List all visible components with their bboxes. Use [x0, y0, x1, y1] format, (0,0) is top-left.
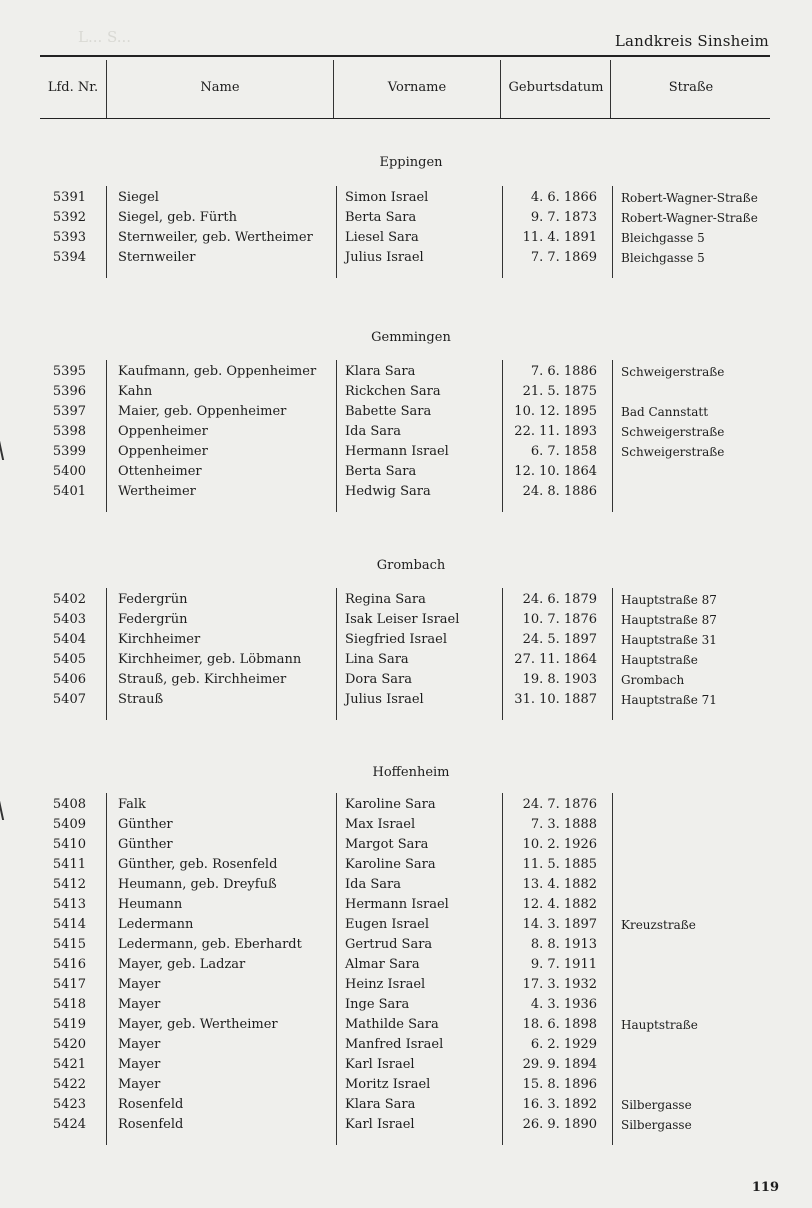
row-name: Günther: [118, 837, 173, 852]
row-vorname: Karoline Sara: [345, 797, 436, 812]
row-name: Wertheimer: [118, 484, 196, 499]
row-birthdate: 4. 6. 1866: [530, 190, 597, 205]
row-number: 5424: [52, 1117, 86, 1132]
row-number: 5423: [52, 1097, 86, 1112]
row-street: Hauptstraße 31: [621, 633, 717, 647]
row-birthdate: 24. 6. 1879: [522, 592, 597, 607]
row-number: 5394: [52, 250, 86, 265]
row-vorname: Berta Sara: [345, 464, 417, 479]
row-number: 5421: [52, 1057, 86, 1072]
row-birthdate: 17. 3. 1932: [522, 977, 597, 992]
row-birthdate: 24. 5. 1897: [522, 632, 597, 647]
row-name: Heumann, geb. Dreyfuß: [118, 877, 277, 892]
row-vorname: Gertrud Sara: [345, 937, 433, 952]
row-vorname: Almar Sara: [345, 957, 420, 972]
row-number: 5392: [52, 210, 86, 225]
row-name: Mayer: [118, 977, 161, 992]
row-vorname: Berta Sara: [345, 210, 417, 225]
row-street: Silbergasse: [621, 1098, 692, 1112]
row-number: 5411: [52, 857, 86, 872]
row-birthdate: 12. 10. 1864: [514, 464, 597, 479]
row-number: 5397: [52, 404, 86, 419]
row-birthdate: 21. 5. 1875: [522, 384, 597, 399]
row-birthdate: 9. 7. 1911: [530, 957, 597, 972]
row-name: Mayer: [118, 1057, 161, 1072]
column-header-vorname: Vorname: [387, 80, 447, 95]
row-name: Rosenfeld: [118, 1117, 184, 1132]
row-birthdate: 7. 7. 1869: [530, 250, 597, 265]
page-number: 119: [751, 1180, 779, 1195]
row-number: 5400: [52, 464, 86, 479]
column-divider: [336, 793, 337, 1145]
row-number: 5409: [52, 817, 86, 832]
row-number: 5418: [52, 997, 86, 1012]
row-name: Strauß: [118, 692, 164, 707]
row-number: 5393: [52, 230, 86, 245]
row-name: Mayer: [118, 1037, 161, 1052]
row-name: Sternweiler, geb. Wertheimer: [118, 230, 313, 245]
row-vorname: Karl Israel: [345, 1117, 415, 1132]
row-street: Bad Cannstatt: [621, 405, 709, 419]
row-birthdate: 15. 8. 1896: [522, 1077, 597, 1092]
column-header-name: Name: [200, 80, 240, 95]
row-vorname: Siegfried Israel: [345, 632, 448, 647]
section-title: Gemmingen: [371, 330, 451, 345]
row-birthdate: 24. 7. 1876: [522, 797, 597, 812]
column-divider: [336, 588, 337, 720]
row-name: Oppenheimer: [118, 444, 208, 459]
row-name: Sternweiler: [118, 250, 196, 265]
row-birthdate: 10. 12. 1895: [514, 404, 597, 419]
row-vorname: Hermann Israel: [345, 897, 449, 912]
row-street: Robert-Wagner-Straße: [621, 191, 758, 205]
row-vorname: Klara Sara: [345, 364, 416, 379]
header-divider: [106, 60, 107, 118]
row-name: Ottenheimer: [118, 464, 202, 479]
row-birthdate: 29. 9. 1894: [522, 1057, 597, 1072]
margin-mark: [0, 440, 10, 460]
row-number: 5399: [52, 444, 86, 459]
column-divider: [106, 793, 107, 1145]
row-street: Grombach: [621, 673, 685, 687]
row-birthdate: 14. 3. 1897: [522, 917, 597, 932]
column-divider: [336, 186, 337, 278]
column-divider: [612, 588, 613, 720]
row-name: Rosenfeld: [118, 1097, 184, 1112]
row-name: Federgrün: [118, 592, 188, 607]
column-divider: [106, 588, 107, 720]
row-vorname: Karl Israel: [345, 1057, 415, 1072]
row-number: 5417: [52, 977, 86, 992]
row-vorname: Heinz Israel: [345, 977, 426, 992]
row-number: 5416: [52, 957, 86, 972]
row-number: 5413: [52, 897, 86, 912]
row-birthdate: 11. 5. 1885: [522, 857, 597, 872]
row-vorname: Max Israel: [345, 817, 416, 832]
row-vorname: Inge Sara: [345, 997, 410, 1012]
row-birthdate: 19. 8. 1903: [522, 672, 597, 687]
row-street: Hauptstraße 87: [621, 593, 717, 607]
row-vorname: Rickchen Sara: [345, 384, 441, 399]
row-number: 5407: [52, 692, 86, 707]
row-number: 5414: [52, 917, 86, 932]
row-name: Heumann: [118, 897, 183, 912]
row-vorname: Hermann Israel: [345, 444, 449, 459]
row-street: Silbergasse: [621, 1118, 692, 1132]
row-vorname: Eugen Israel: [345, 917, 430, 932]
row-street: Hauptstraße: [621, 653, 698, 667]
row-birthdate: 27. 11. 1864: [514, 652, 597, 667]
column-divider: [106, 186, 107, 278]
row-vorname: Moritz Israel: [345, 1077, 431, 1092]
row-street: Schweigerstraße: [621, 425, 725, 439]
row-name: Federgrün: [118, 612, 188, 627]
row-vorname: Mathilde Sara: [345, 1017, 439, 1032]
row-name: Kirchheimer, geb. Löbmann: [118, 652, 302, 667]
section-title: Hoffenheim: [372, 765, 450, 780]
column-divider: [612, 793, 613, 1145]
row-birthdate: 6. 7. 1858: [530, 444, 597, 459]
section-title: Grombach: [376, 558, 446, 573]
row-street: Bleichgasse 5: [621, 231, 705, 245]
row-vorname: Klara Sara: [345, 1097, 416, 1112]
row-number: 5420: [52, 1037, 86, 1052]
row-vorname: Dora Sara: [345, 672, 412, 687]
row-number: 5398: [52, 424, 86, 439]
row-street: Schweigerstraße: [621, 365, 725, 379]
row-birthdate: 26. 9. 1890: [522, 1117, 597, 1132]
row-birthdate: 9. 7. 1873: [530, 210, 597, 225]
column-divider: [612, 186, 613, 278]
row-name: Oppenheimer: [118, 424, 208, 439]
row-number: 5403: [52, 612, 86, 627]
row-vorname: Manfred Israel: [345, 1037, 444, 1052]
row-vorname: Julius Israel: [345, 692, 424, 707]
row-vorname: Babette Sara: [345, 404, 432, 419]
header-divider: [333, 60, 334, 118]
row-name: Mayer: [118, 997, 161, 1012]
running-head: Landkreis Sinsheim: [614, 32, 769, 50]
row-birthdate: 12. 4. 1882: [522, 897, 597, 912]
row-number: 5412: [52, 877, 86, 892]
row-street: Schweigerstraße: [621, 445, 725, 459]
row-name: Kirchheimer: [118, 632, 201, 647]
row-street: Hauptstraße: [621, 1018, 698, 1032]
column-divider: [336, 360, 337, 512]
row-birthdate: 10. 7. 1876: [522, 612, 597, 627]
margin-mark: [0, 800, 10, 820]
row-birthdate: 24. 8. 1886: [522, 484, 597, 499]
column-header-geburtsdatum: Geburtsdatum: [508, 80, 604, 95]
section-title: Eppingen: [379, 155, 443, 170]
row-name: Ledermann: [118, 917, 194, 932]
row-number: 5391: [52, 190, 86, 205]
column-divider: [612, 360, 613, 512]
row-name: Günther: [118, 817, 173, 832]
row-number: 5415: [52, 937, 86, 952]
row-number: 5395: [52, 364, 86, 379]
row-street: Kreuzstraße: [621, 918, 696, 932]
row-birthdate: 7. 3. 1888: [530, 817, 597, 832]
row-birthdate: 31. 10. 1887: [514, 692, 597, 707]
row-name: Mayer, geb. Ladzar: [118, 957, 246, 972]
row-birthdate: 4. 3. 1936: [530, 997, 597, 1012]
row-number: 5402: [52, 592, 86, 607]
row-number: 5401: [52, 484, 86, 499]
row-birthdate: 11. 4. 1891: [522, 230, 597, 245]
row-street: Hauptstraße 71: [621, 693, 717, 707]
row-number: 5408: [52, 797, 86, 812]
row-street: Hauptstraße 87: [621, 613, 717, 627]
row-street: Robert-Wagner-Straße: [621, 211, 758, 225]
row-street: Bleichgasse 5: [621, 251, 705, 265]
header-divider: [610, 60, 611, 118]
row-vorname: Regina Sara: [345, 592, 426, 607]
row-name: Siegel: [118, 190, 159, 205]
row-name: Kahn: [118, 384, 153, 399]
bleed-through-text: L... S...: [78, 28, 132, 46]
row-name: Falk: [118, 797, 146, 812]
row-vorname: Simon Israel: [345, 190, 429, 205]
row-birthdate: 16. 3. 1892: [522, 1097, 597, 1112]
row-name: Günther, geb. Rosenfeld: [118, 857, 278, 872]
row-name: Mayer: [118, 1077, 161, 1092]
row-birthdate: 18. 6. 1898: [522, 1017, 597, 1032]
top-rule: [40, 55, 770, 57]
row-birthdate: 22. 11. 1893: [514, 424, 597, 439]
row-name: Ledermann, geb. Eberhardt: [118, 937, 302, 952]
row-number: 5396: [52, 384, 86, 399]
row-vorname: Ida Sara: [345, 424, 401, 439]
header-bottom-rule: [40, 118, 770, 119]
row-vorname: Karoline Sara: [345, 857, 436, 872]
header-divider: [500, 60, 501, 118]
row-number: 5419: [52, 1017, 86, 1032]
row-vorname: Isak Leiser Israel: [345, 612, 460, 627]
row-number: 5410: [52, 837, 86, 852]
column-header-nr: Lfd. Nr.: [47, 80, 99, 95]
row-number: 5406: [52, 672, 86, 687]
row-name: Mayer, geb. Wertheimer: [118, 1017, 278, 1032]
row-name: Strauß, geb. Kirchheimer: [118, 672, 287, 687]
column-divider: [106, 360, 107, 512]
row-vorname: Ida Sara: [345, 877, 401, 892]
row-birthdate: 7. 6. 1886: [530, 364, 597, 379]
row-vorname: Lina Sara: [345, 652, 409, 667]
row-vorname: Margot Sara: [345, 837, 429, 852]
row-number: 5405: [52, 652, 86, 667]
row-name: Kaufmann, geb. Oppenheimer: [118, 364, 317, 379]
row-name: Siegel, geb. Fürth: [118, 210, 237, 225]
row-birthdate: 6. 2. 1929: [530, 1037, 597, 1052]
row-vorname: Liesel Sara: [345, 230, 419, 245]
column-header-strasse: Straße: [668, 80, 714, 95]
row-number: 5422: [52, 1077, 86, 1092]
row-name: Maier, geb. Oppenheimer: [118, 404, 287, 419]
row-birthdate: 10. 2. 1926: [522, 837, 597, 852]
row-birthdate: 13. 4. 1882: [522, 877, 597, 892]
row-vorname: Hedwig Sara: [345, 484, 431, 499]
row-birthdate: 8. 8. 1913: [530, 937, 597, 952]
row-vorname: Julius Israel: [345, 250, 424, 265]
row-number: 5404: [52, 632, 86, 647]
